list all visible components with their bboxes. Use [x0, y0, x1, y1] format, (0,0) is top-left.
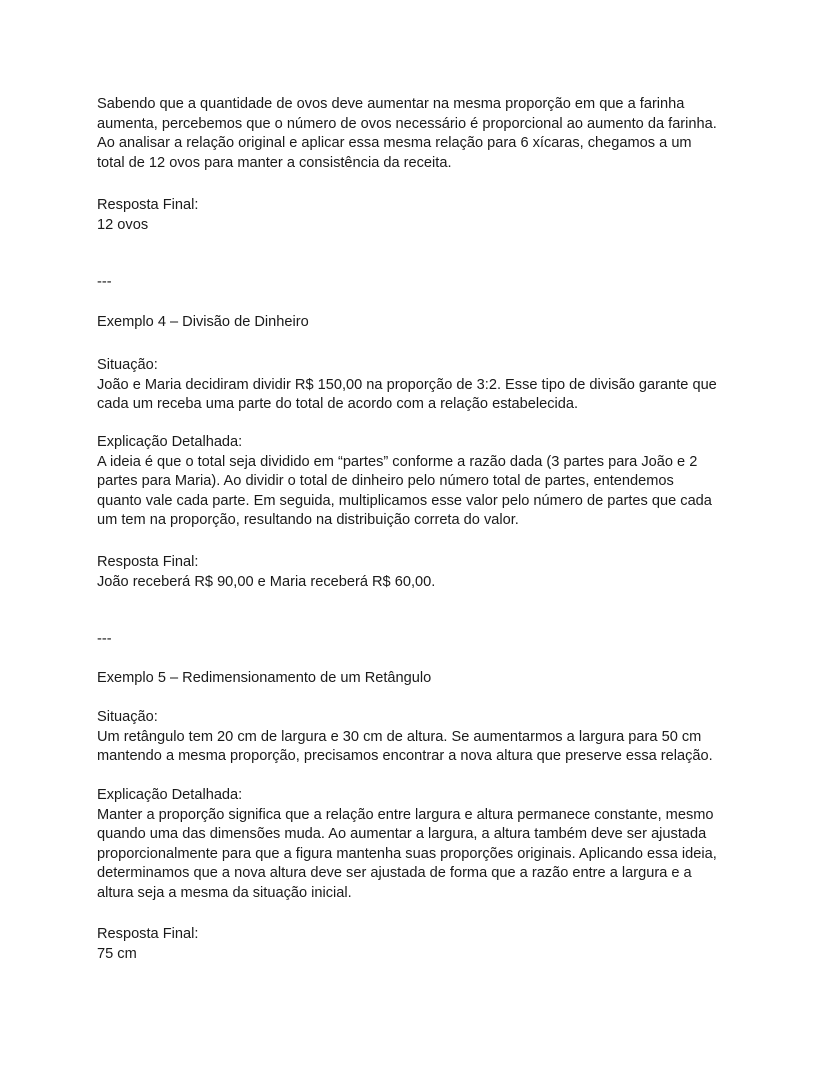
text-line: Sabendo que a quantidade de ovos deve aumentar na mesma proporção em que a farinha [97, 96, 685, 112]
text-line: Exemplo 4 – Divisão de Dinheiro [97, 314, 309, 330]
explanation-example-5 [97, 786, 717, 903]
text-line: João receberá R$ 90,00 e Maria receberá R$ 60,00. [97, 573, 436, 590]
text-line: 75 cm [97, 945, 137, 962]
text-line: Resposta Final: [97, 554, 199, 570]
text-line: Ao analisar a relação original e aplicar essa mesma relação para 6 xícaras, chegamos a um [97, 135, 692, 151]
text-line: quanto vale cada parte. Em seguida, multiplicamos esse valor pelo número de partes que cada [97, 492, 712, 509]
text-line: altura seja a mesma da situação inicial. [97, 884, 352, 901]
text-line: Explicação Detalhada: [97, 787, 243, 803]
text-line: 12 ovos [97, 216, 149, 233]
final-answer-example-4 [97, 553, 435, 592]
text-line: mantendo a mesma proporção, precisamos encontrar a nova altura que preserve essa relação. [97, 748, 713, 764]
heading-example-4 [97, 313, 309, 333]
text-line: João e Maria decidiram dividir R$ 150,00 na proporção de 3:2. Esse tipo de divisão garante que [97, 376, 717, 393]
text-line: Explicação Detalhada: [97, 434, 243, 450]
separator [97, 273, 112, 293]
text-line: determinamos que a nova altura deve ser ajustada de forma que a razão entre a largura e a [97, 865, 692, 881]
separator [97, 630, 112, 650]
text-line: partes para Maria). Ao dividir o total de dinheiro pelo número total de partes, entendemos [97, 473, 674, 489]
text-line: Situação: [97, 357, 158, 373]
text-line: cada um receba uma parte do total de acordo com a relação estabelecida. [97, 396, 579, 412]
text-line: aumenta, percebemos que o número de ovos necessário é proporcional ao aumento da farinha. [97, 115, 717, 132]
final-answer-example-3 [97, 196, 198, 235]
text-line: Situação: [97, 709, 158, 725]
text-line: um tem na proporção, resultando na distribuição correta do valor. [97, 512, 519, 528]
text-line: Manter a proporção significa que a relação entre largura e altura permanece constante, mesmo [97, 806, 714, 823]
text-line: Um retângulo tem 20 cm de largura e 30 cm de altura. Se aumentarmos a largura para 50 cm [97, 728, 702, 745]
situation-example-5 [97, 708, 713, 767]
situation-example-4 [97, 356, 717, 415]
text-line: Resposta Final: [97, 197, 199, 213]
text-line: quando uma das dimensões muda. Ao aumentar a largura, a altura também deve ser ajustada [97, 826, 707, 842]
final-answer-example-5 [97, 925, 198, 964]
text-line: Resposta Final: [97, 926, 199, 942]
text-line: --- [97, 274, 112, 290]
text-line: A ideia é que o total seja dividido em “partes” conforme a razão dada (3 partes para João e 2 [97, 453, 698, 470]
text-line: total de 12 ovos para manter a consistência da receita. [97, 154, 452, 171]
paragraph-egg-explanation [97, 95, 717, 173]
text-line: --- [97, 631, 112, 647]
text-line: Exemplo 5 – Redimensionamento de um Retângulo [97, 670, 432, 686]
text-line: proporcionalmente para que a figura mantenha suas proporções originais. Aplicando essa ideia, [97, 845, 717, 862]
explanation-example-4 [97, 433, 712, 531]
heading-example-5 [97, 669, 431, 689]
